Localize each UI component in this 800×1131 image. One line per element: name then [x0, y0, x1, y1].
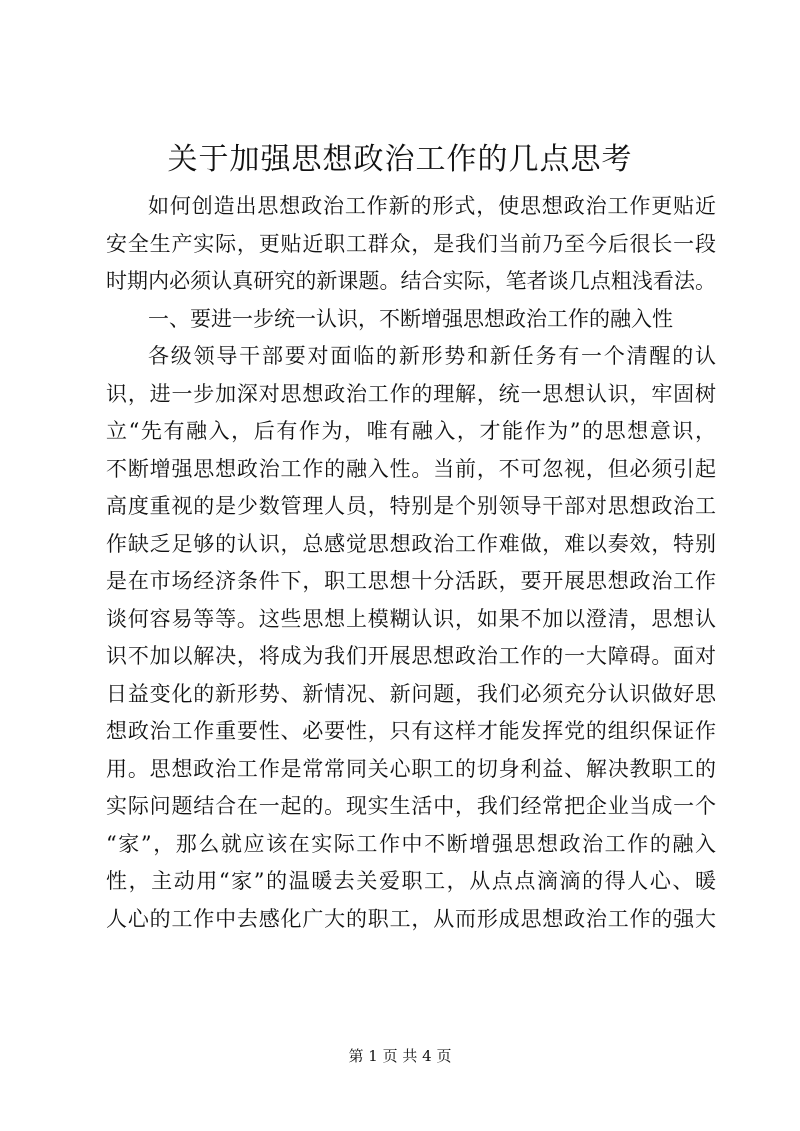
paragraph-line: 是在市场经济条件下，职工思想十分活跃，要开展思想政治工作: [106, 569, 716, 593]
paragraph-line: 安全生产实际，更贴近职工群众，是我们当前乃至今后很长一段: [106, 231, 716, 256]
paragraph-line: 用。思想政治工作是常常同关心职工的切身利益、解决教职工的: [106, 756, 716, 781]
paragraph-line: 识，进一步加深对思想政治工作的理解，统一思想认识，牢固树: [106, 381, 716, 406]
paragraph-line: 作缺乏足够的认识，总感觉思想政治工作难做，难以奏效，特别: [106, 531, 716, 556]
paragraph-line: 想政治工作重要性、必要性，只有这样才能发挥党的组织保证作: [106, 719, 716, 743]
paragraph-line: 性，主动用“家”的温暖去关爱职工，从点点滴滴的得人心、暖: [106, 869, 716, 893]
paragraph-line: 日益变化的新形势、新情况、新问题，我们必须充分认识做好思: [106, 681, 716, 706]
paragraph-line: 各级领导干部要对面临的新形势和新任务有一个清醒的认: [148, 344, 716, 368]
document-title: 关于加强思想政治工作的几点思考: [167, 142, 633, 177]
section-heading: 一、要进一步统一认识，不断增强思想政治工作的融入性: [148, 306, 673, 331]
paragraph-line: 时期内必须认真研究的新课题。结合实际，笔者谈几点粗浅看法。: [106, 269, 716, 293]
paragraph-line: 立“先有融入，后有作为，唯有融入，才能作为”的思想意识，: [106, 419, 716, 443]
page-footer: 第 1 页 共 4 页: [348, 1047, 452, 1065]
paragraph-line: 谈何容易等等。这些思想上模糊认识，如果不加以澄清，思想认: [106, 606, 716, 631]
paragraph-line: 识不加以解决，将成为我们开展思想政治工作的一大障碍。面对: [106, 644, 716, 668]
paragraph-line: 人心的工作中去感化广大的职工，从而形成思想政治工作的强大: [106, 906, 716, 931]
document-body: [106, 188, 716, 938]
paragraph-line: 高度重视的是少数管理人员，特别是个别领导干部对思想政治工: [106, 494, 716, 518]
paragraph-line: 实际问题结合在一起的。现实生活中，我们经常把企业当成一个: [106, 794, 716, 818]
paragraph-line: 不断增强思想政治工作的融入性。当前，不可忽视，但必须引起: [106, 456, 716, 481]
paragraph-line: 如何创造出思想政治工作新的形式，使思想政治工作更贴近: [148, 194, 716, 218]
paragraph-line: “家”，那么就应该在实际工作中不断增强思想政治工作的融入: [106, 831, 716, 856]
